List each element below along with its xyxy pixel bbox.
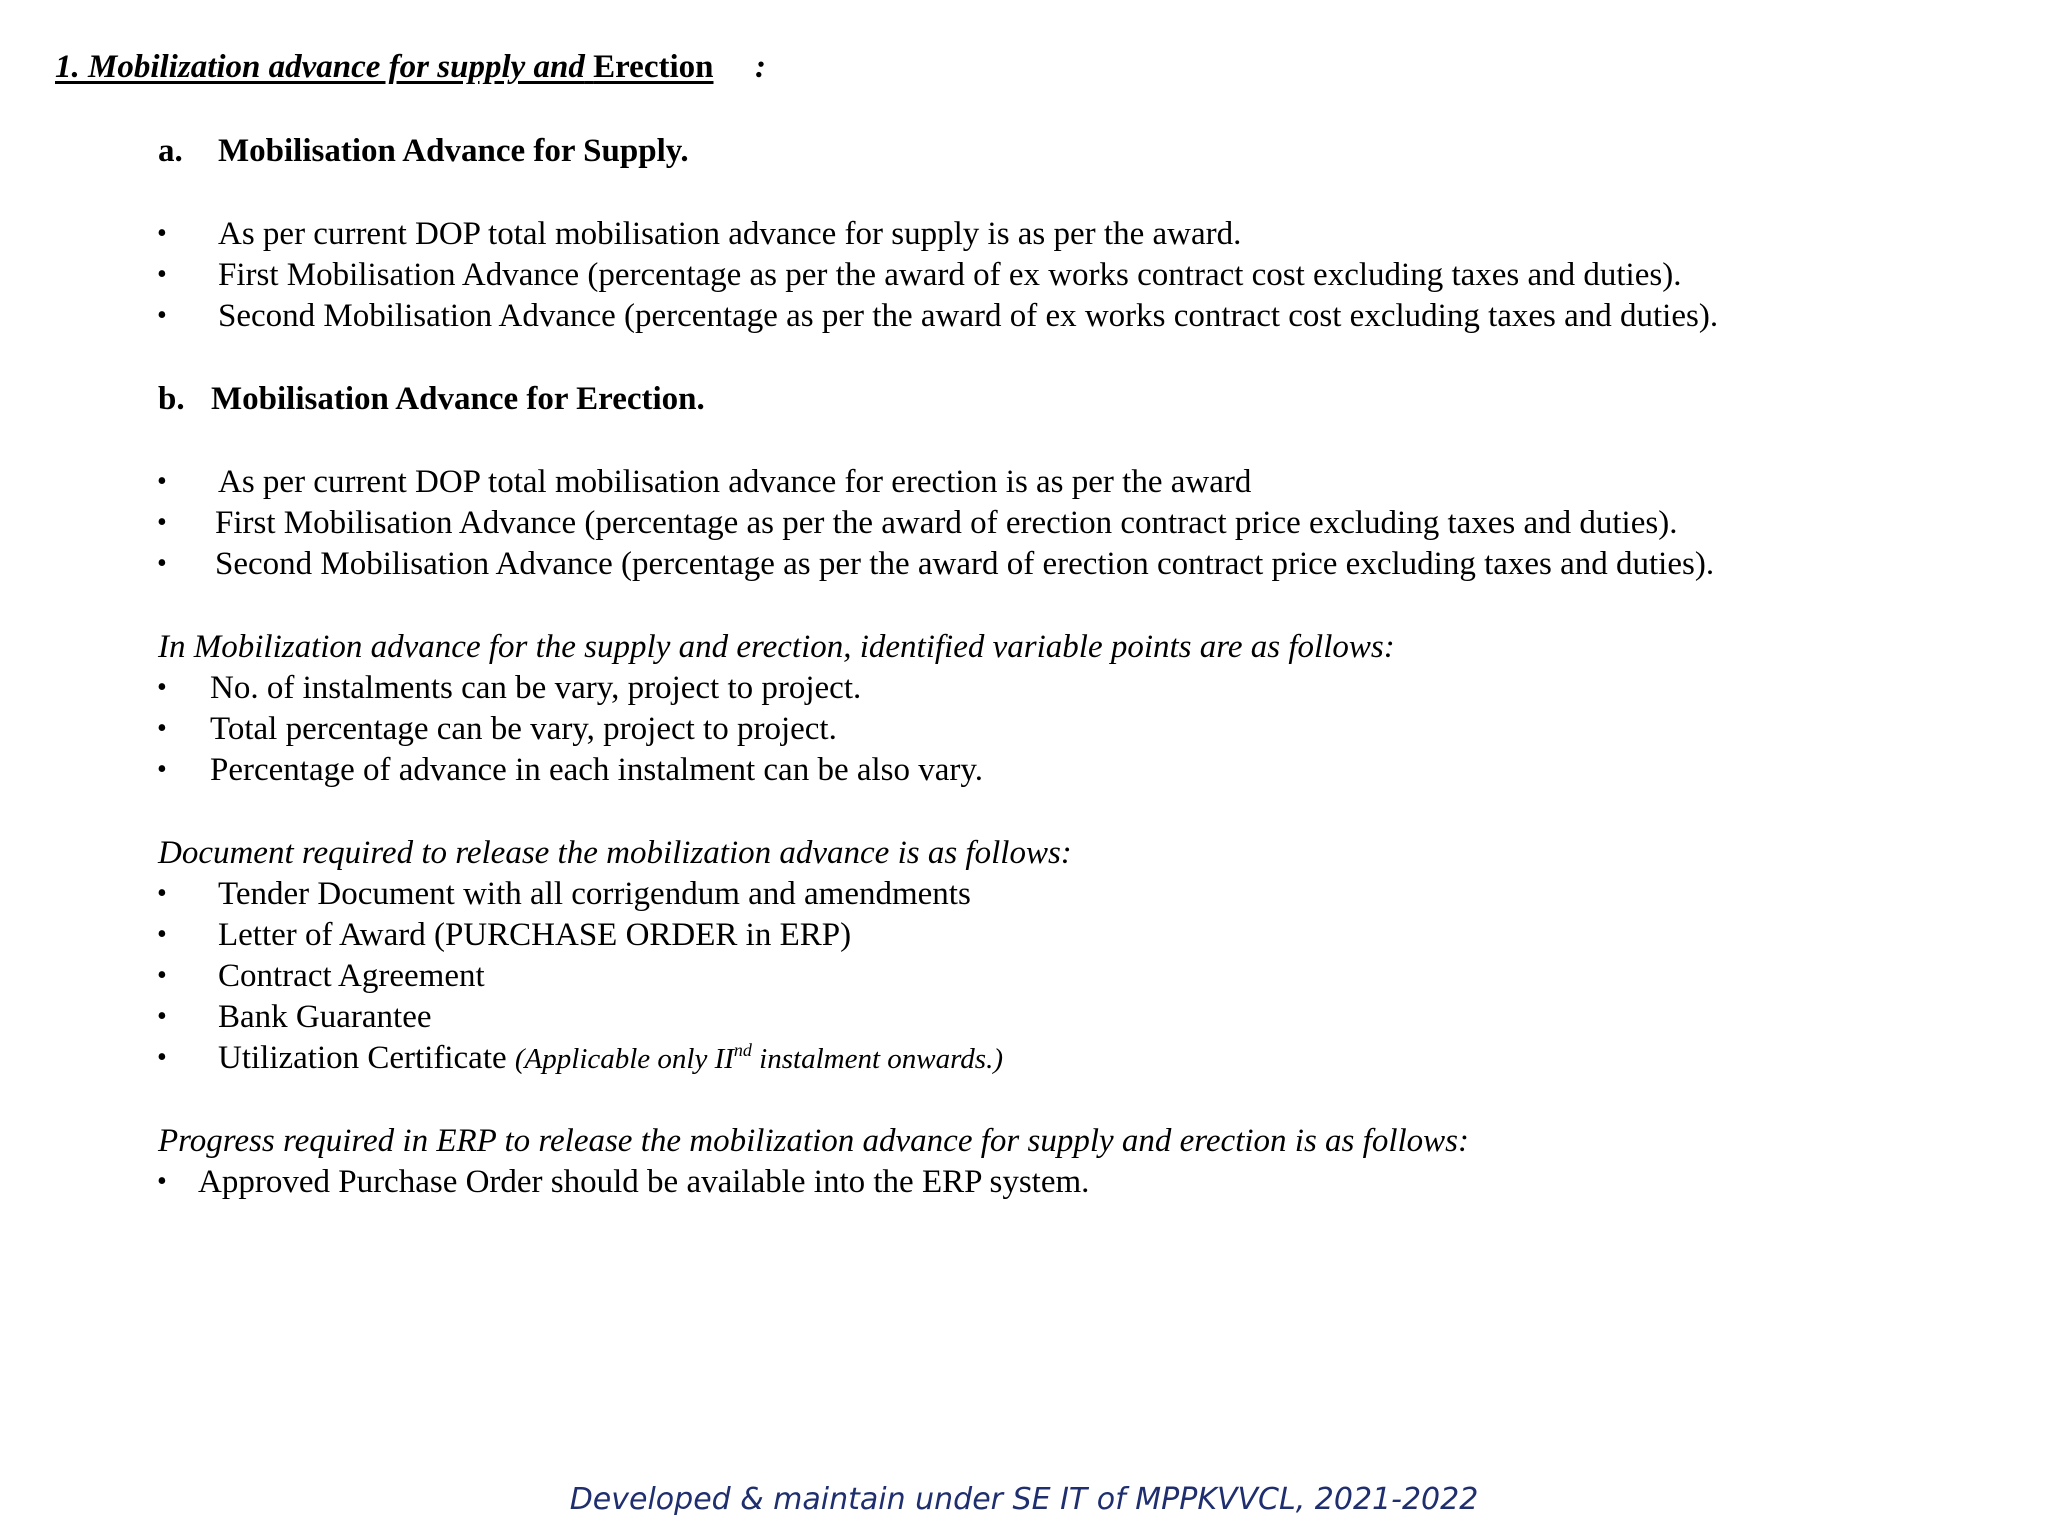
document-item: Contract Agreement [218,958,485,994]
page-title-suffix: Erection [593,49,714,85]
bullet-icon: • [157,754,167,785]
document-item: Bank Guarantee [218,999,432,1035]
variable-point-item: No. of instalments can be vary, project to project. [210,670,862,706]
documents-required-intro: Document required to release the mobilization advance is as follows: [158,835,1072,871]
page-title [55,47,714,87]
bullet-icon: • [157,1001,167,1032]
erp-progress-item: Approved Purchase Order should be available into the ERP system. [198,1164,1090,1200]
utilization-note-suffix: instalment onwards.) [751,1043,1003,1075]
section-b-bullet: Second Mobilisation Advance (percentage as per the award of erection contract price excluding taxes and duties). [215,546,1715,582]
bullet-icon: • [157,300,167,331]
bullet-icon: • [157,878,167,909]
utilization-note-sup: nd [733,1040,752,1060]
section-a-heading: Mobilisation Advance for Supply. [218,133,689,169]
bullet-icon: • [157,218,167,249]
document-item: Letter of Award (PURCHASE ORDER in ERP) [218,917,852,953]
bullet-icon: • [157,259,167,290]
section-b-heading: Mobilisation Advance for Erection. [211,381,705,417]
document-item: Tender Document with all corrigendum and amendments [218,876,971,912]
bullet-icon: • [157,919,167,950]
variable-point-item: Total percentage can be vary, project to project. [210,711,837,747]
page-title-prefix: 1. Mobilization advance for supply and [55,49,585,85]
footer-text: Developed & maintain under SE IT of MPPKVVCL, 2021-2022 [569,1482,1479,1517]
bullet-icon: • [157,713,167,744]
section-a-marker: a. [158,133,183,169]
section-b-bullet: As per current DOP total mobilisation advance for erection is as per the award [218,464,1252,500]
page-title-colon: : [755,49,766,85]
erp-progress-intro: Progress required in ERP to release the mobilization advance for supply and erection is as follows: [158,1123,1469,1159]
section-a-bullet: First Mobilisation Advance (percentage as per the award of ex works contract cost excluding taxes and duties). [218,257,1682,293]
section-a-bullet: Second Mobilisation Advance (percentage as per the award of ex works contract cost excluding taxes and duties). [218,298,1719,334]
bullet-icon: • [157,466,167,497]
bullet-icon: • [157,1042,167,1073]
bullet-icon: • [157,507,167,538]
utilization-note [514,1040,1003,1075]
variable-points-intro: In Mobilization advance for the supply and erection, identified variable points are as follows: [158,629,1395,665]
section-a-bullet: As per current DOP total mobilisation advance for supply is as per the award. [218,216,1242,252]
bullet-icon: • [157,672,167,703]
bullet-icon: • [157,548,167,579]
variable-point-item: Percentage of advance in each instalment can be also vary. [210,752,984,788]
bullet-icon: • [157,960,167,991]
document-item: Utilization Certificate [218,1040,507,1076]
section-b-bullet: First Mobilisation Advance (percentage as per the award of erection contract price excluding taxes and duties). [215,505,1678,541]
section-b-marker: b. [158,381,185,417]
document-item-utilization [218,1038,1003,1079]
utilization-note-prefix: (Applicable only II [514,1043,734,1075]
bullet-icon: • [157,1166,167,1197]
